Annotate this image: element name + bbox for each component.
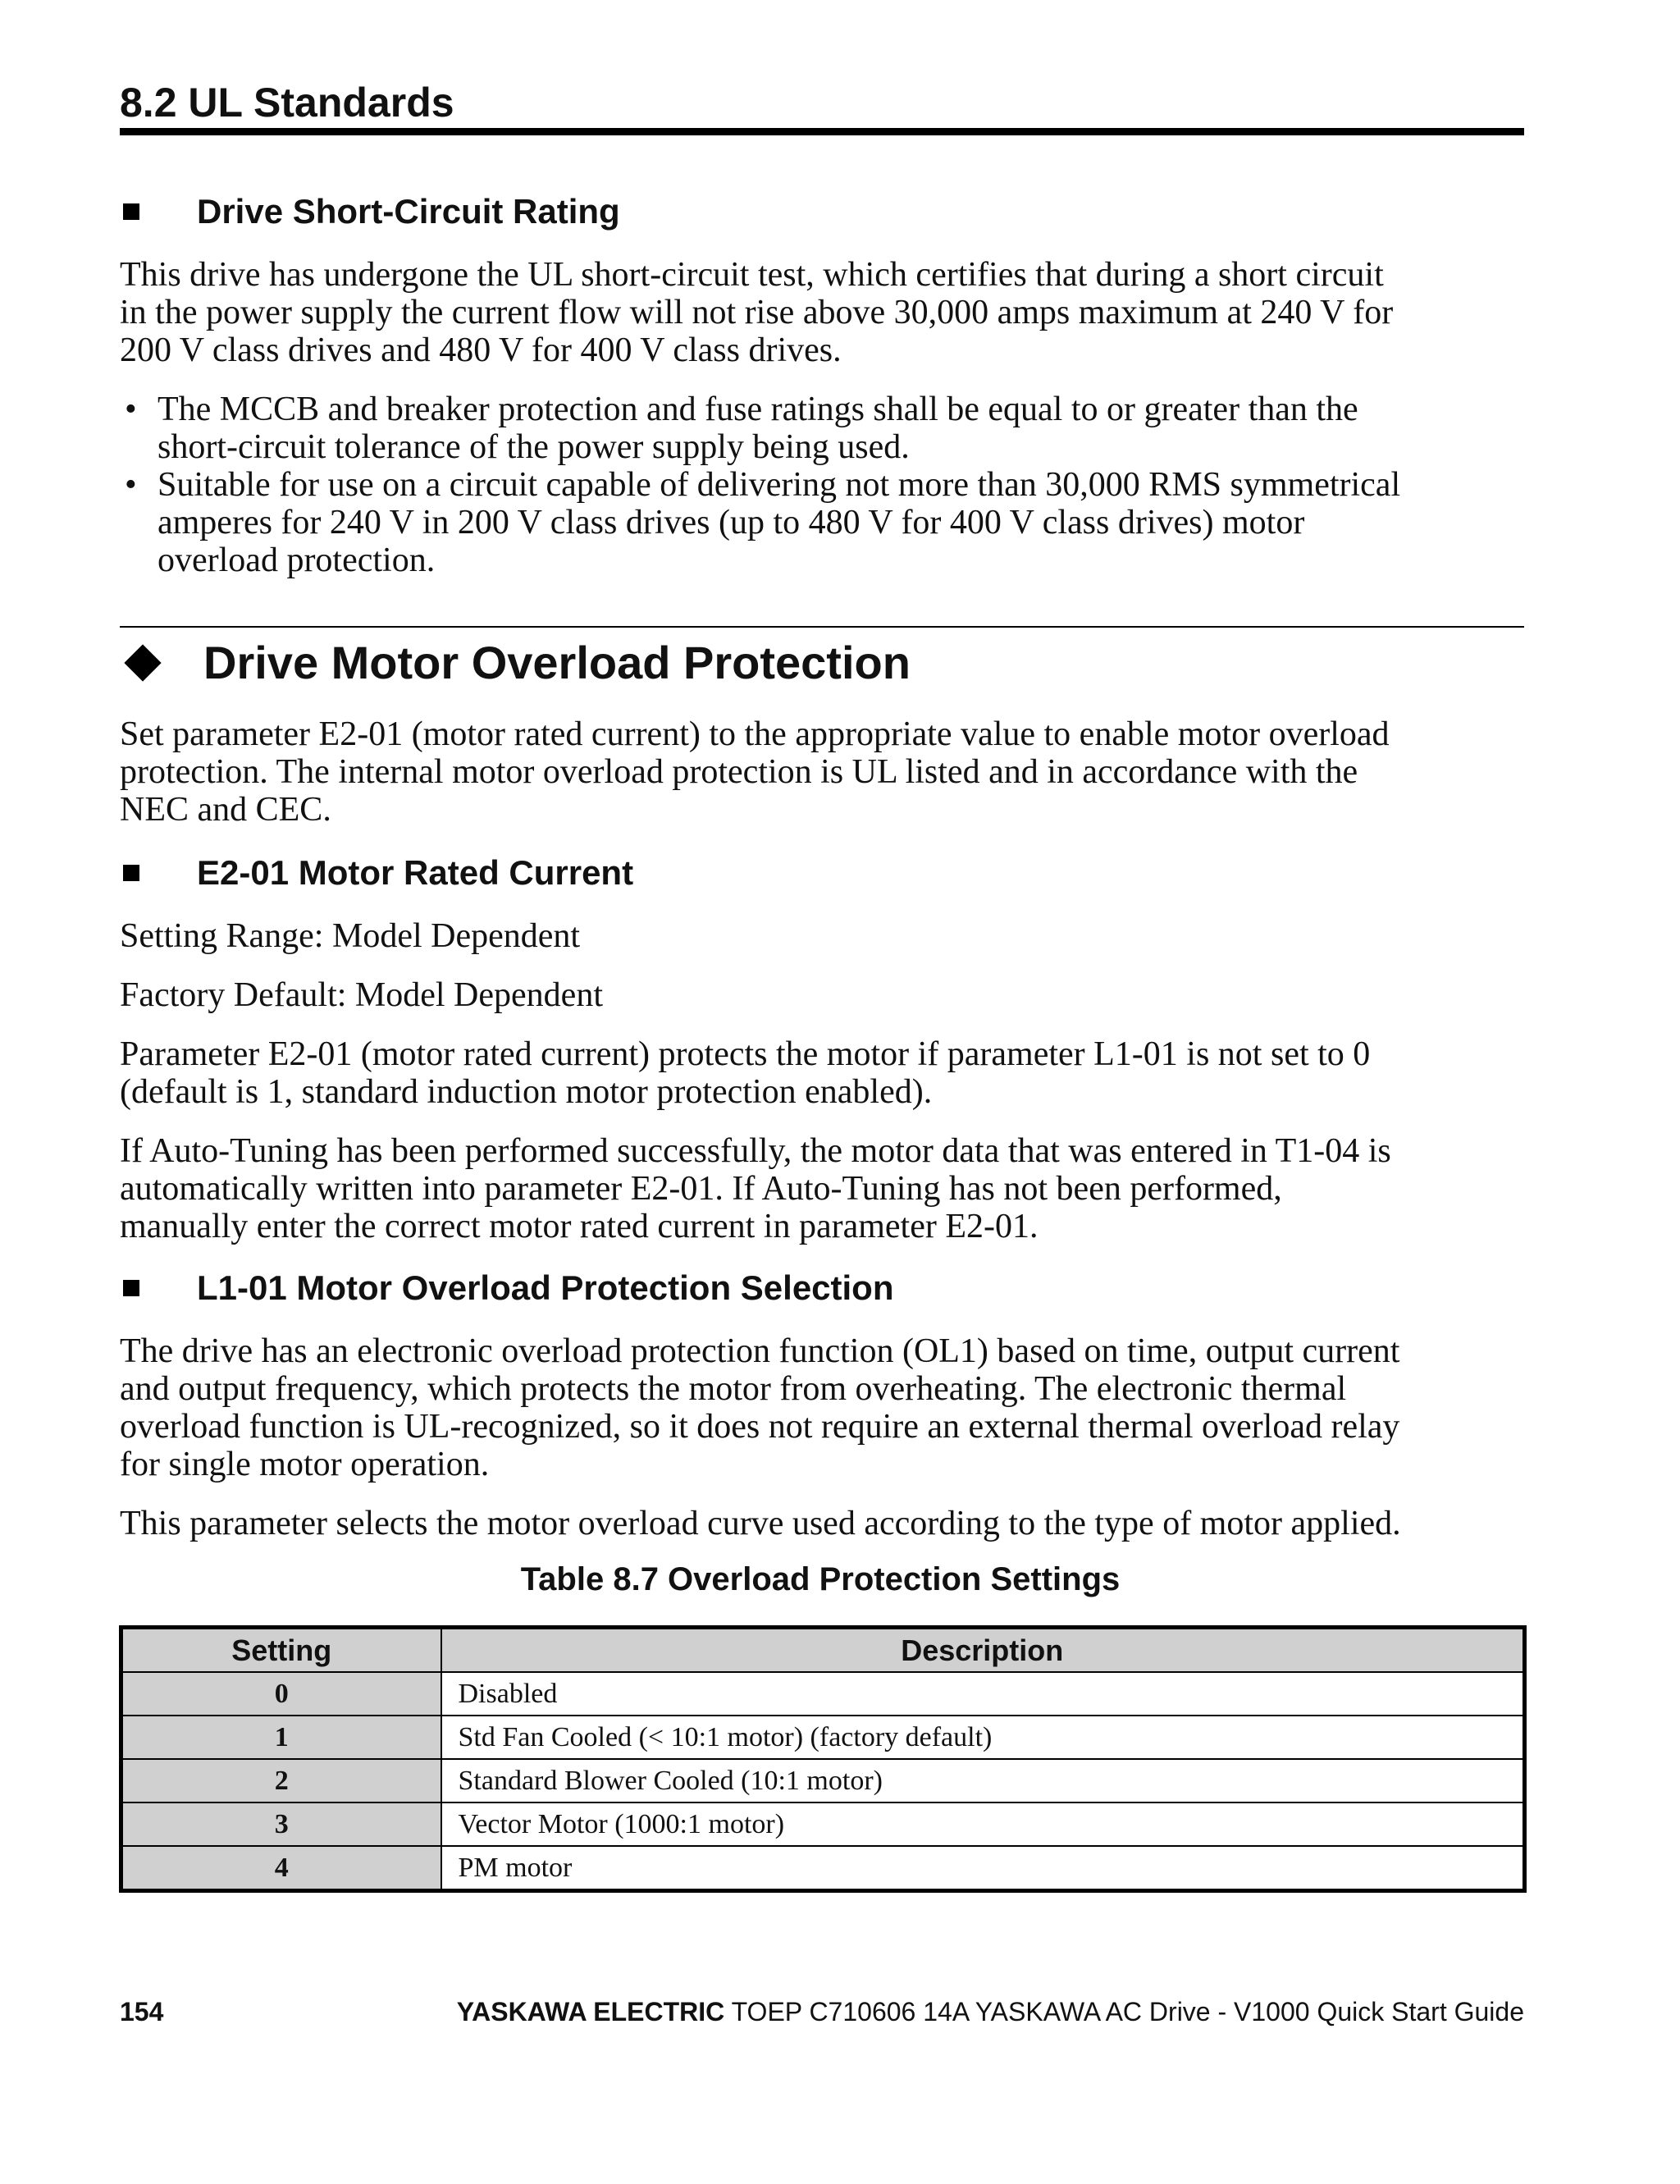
text-line: automatically written into parameter E2-01. If Auto-Tuning has not been performed, xyxy=(120,1170,1282,1208)
text-line: in the power supply the current flow will not rise above 30,000 amps maximum at 240 V for xyxy=(120,294,1394,331)
footer-document: TOEP C710606 14A YASKAWA AC Drive - V1000 Quick Start Guide xyxy=(731,1997,1524,2026)
motor-overload-heading xyxy=(120,636,911,689)
text-line: short-circuit tolerance of the power supply being used. xyxy=(158,428,910,466)
table-header-row xyxy=(121,1628,1525,1673)
e2-01-paragraph-1 xyxy=(120,1035,1527,1111)
bullet-dot-icon: • xyxy=(125,466,137,504)
setting-cell: 2 xyxy=(121,1759,441,1802)
description-cell: Std Fan Cooled (< 10:1 motor) (factory default) xyxy=(441,1716,1525,1759)
l1-01-heading xyxy=(120,1268,894,1308)
description-cell: PM motor xyxy=(441,1846,1525,1891)
text-line: The MCCB and breaker protection and fuse ratings shall be equal to or greater than the xyxy=(158,391,1358,428)
overload-settings-table xyxy=(119,1625,1527,1893)
text-line: NEC and CEC. xyxy=(120,791,331,829)
square-bullet-icon xyxy=(123,865,139,881)
header-rule xyxy=(120,128,1524,135)
text-line: amperes for 240 V in 200 V class drives (up to 480 V for 400 V class drives) motor xyxy=(158,504,1305,541)
text-line: If Auto-Tuning has been performed successfully, the motor data that was entered in T1-04 is xyxy=(120,1132,1391,1170)
description-cell: Standard Blower Cooled (10:1 motor) xyxy=(441,1759,1525,1802)
text-line: This parameter selects the motor overload curve used according to the type of motor applied. xyxy=(120,1505,1401,1542)
description-cell: Vector Motor (1000:1 motor) xyxy=(441,1802,1525,1846)
page-number: 154 xyxy=(120,1997,164,2026)
motor-overload-heading-text: Drive Motor Overload Protection xyxy=(203,637,911,688)
short-circuit-heading-text: Drive Short-Circuit Rating xyxy=(197,192,620,231)
motor-overload-intro xyxy=(120,715,1527,829)
setting-range-text: Setting Range: Model Dependent xyxy=(120,917,581,955)
text-line: protection. The internal motor overload protection is UL listed and in accordance with the xyxy=(120,753,1358,791)
text-line: for single motor operation. xyxy=(120,1446,490,1483)
section-divider xyxy=(120,626,1524,628)
table-row xyxy=(121,1846,1525,1891)
text-line: Suitable for use on a circuit capable of delivering not more than 30,000 RMS symmetrical xyxy=(158,466,1401,504)
text-line: The drive has an electronic overload protection function (OL1) based on time, output current xyxy=(120,1332,1400,1370)
text-line: overload function is UL-recognized, so it does not require an external thermal overload relay xyxy=(120,1408,1400,1446)
table-row xyxy=(121,1802,1525,1846)
factory-default-text: Factory Default: Model Dependent xyxy=(120,976,603,1014)
setting-cell: 3 xyxy=(121,1802,441,1846)
text-line: Parameter E2-01 (motor rated current) protects the motor if parameter L1-01 is not set to 0 xyxy=(120,1035,1371,1073)
table-row xyxy=(121,1672,1525,1716)
e2-01-heading-text: E2-01 Motor Rated Current xyxy=(197,853,634,892)
column-header-description: Description xyxy=(441,1628,1525,1673)
setting-cell: 0 xyxy=(121,1672,441,1716)
table-row xyxy=(121,1716,1525,1759)
table-caption: Table 8.7 Overload Protection Settings xyxy=(520,1561,1121,1597)
l1-01-paragraph-1 xyxy=(120,1332,1527,1483)
footer-company: YASKAWA ELECTRIC xyxy=(456,1997,725,2026)
setting-cell: 4 xyxy=(121,1846,441,1891)
description-cell: Disabled xyxy=(441,1672,1525,1716)
section-title: 8.2 UL Standards xyxy=(120,80,454,126)
e2-01-heading xyxy=(120,853,633,893)
column-header-setting: Setting xyxy=(121,1628,441,1673)
text-line: and output frequency, which protects the motor from overheating. The electronic thermal xyxy=(120,1370,1347,1408)
text-line: This drive has undergone the UL short-circuit test, which certifies that during a short circuit xyxy=(120,256,1384,294)
square-bullet-icon xyxy=(123,1280,139,1296)
l1-01-heading-text: L1-01 Motor Overload Protection Selection xyxy=(197,1268,894,1307)
footer-doc-info xyxy=(457,1997,1524,2027)
short-circuit-intro xyxy=(120,256,1527,369)
e2-01-paragraph-2 xyxy=(120,1132,1527,1245)
diamond-icon xyxy=(124,644,161,681)
text-line: Set parameter E2-01 (motor rated current) to the appropriate value to enable motor overload xyxy=(120,715,1390,753)
text-line: manually enter the correct motor rated current in parameter E2-01. xyxy=(120,1208,1039,1245)
setting-cell: 1 xyxy=(121,1716,441,1759)
bullet-item xyxy=(120,391,1527,466)
bullet-dot-icon: • xyxy=(125,391,137,428)
setting-range xyxy=(120,917,1527,955)
text-line: 200 V class drives and 480 V for 400 V class drives. xyxy=(120,331,842,369)
factory-default xyxy=(120,976,1527,1014)
l1-01-paragraph-2 xyxy=(120,1505,1527,1542)
square-bullet-icon xyxy=(123,203,139,220)
text-line: (default is 1, standard induction motor protection enabled). xyxy=(120,1073,933,1111)
short-circuit-heading xyxy=(120,192,620,231)
bullet-item xyxy=(120,466,1527,579)
table-row xyxy=(121,1759,1525,1802)
text-line: overload protection. xyxy=(158,541,436,579)
